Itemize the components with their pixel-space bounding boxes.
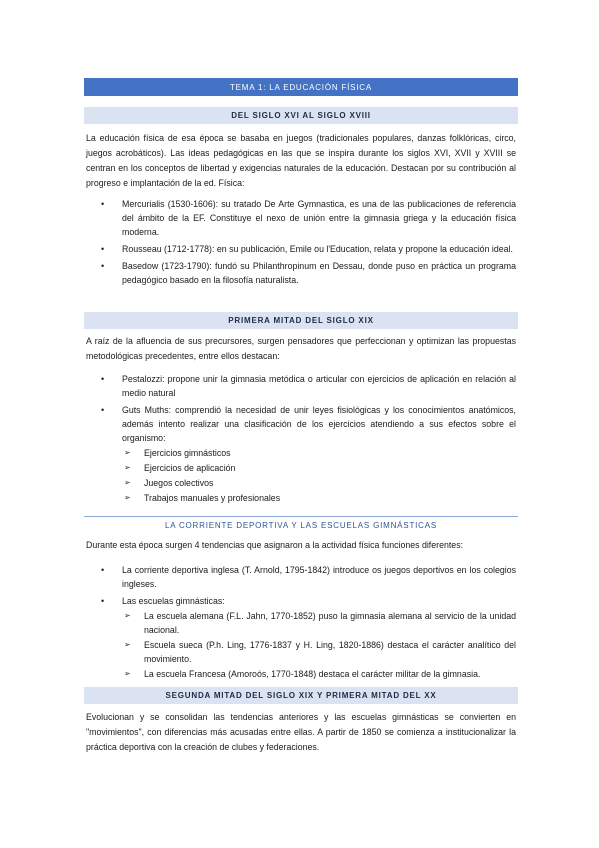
list-item: • Rousseau (1712-1778): en su publicación, Emile ou l'Education, relata y propone la educación ideal. [86,242,516,256]
sub-list-item: ➢ Trabajos manuales y profesionales [122,491,516,505]
list-item [86,403,516,505]
sub-list-item: ➢ La escuela alemana (F.L. Jahn, 1770-1852) puso la gimnasia alemana al servicio de la unidad nacional. [122,609,516,637]
sub-list [122,446,516,505]
section-heading-s1: DEL SIGLO XVI AL SIGLO XVIII [84,107,518,124]
section-s1-intro: La educación física de esa época se basaba en juegos (tradicionales populares, danzas folklóricas, circo, juegos acrobáticos). Las ideas pedagógicas en las que se inspira durante los siglos XVI, XVII y XVIII se centran en los conceptos de libertad y exigencias naturales de la educación. Destacan por su contribución al progreso e implantación de la ed. Física: [86,133,516,188]
list-item: • La corriente deportiva inglesa (T. Arnold, 1795-1842) introduce os juegos deportivos en los colegios ingleses. [86,563,516,591]
sub-list-item: ➢ La escuela Francesa (Amoroós, 1770-1848) destaca el carácter militar de la gimnasia. [122,667,516,681]
list-item [86,594,516,681]
section-s2-intro: A raíz de la afluencia de sus precursores, surgen pensadores que perfeccionan y optimizan las propuestas metodológicas precedentes, entre ellos destacan: [86,336,516,361]
sub-list-item: ➢ Ejercicios gimnásticos [122,446,516,460]
section-s1-list [86,197,516,290]
sub-list-item: ➢ Juegos colectivos [122,476,516,490]
section-s4-intro: Evolucionan y se consolidan las tendencias anteriores y las escuelas gimnásticas se convierten en "movimientos", con diferencias más acusadas entre ellas. A partir de 1850 se comienza a institucionalizar la práctica deportiva con la creación de clubes y federaciones. [86,712,516,752]
sub-list-item: ➢ Ejercicios de aplicación [122,461,516,475]
document-title: TEMA 1: LA EDUCACIÓN FÍSICA [84,78,518,96]
list-item-text: Guts Muths: comprendió la necesidad de unir leyes fisiológicas y los conocimientos anatómicos, además intento realizar una clasificación de los ejercicios atendiendo a sus efectos sobre el organismo: [122,405,516,443]
list-item: • Mercurialis (1530-1606): su tratado De Arte Gymnastica, es una de las publicaciones de referencia del ámbito de la EF. Constituye el nexo de unión entre la gimnasia griega y la educación física moderna. [86,197,516,239]
section-s3-intro: Durante esta época surgen 4 tendencias que asignaron a la actividad física funciones diferentes: [86,540,464,550]
sub-list [122,609,516,681]
sub-list-item: ➢ Escuela sueca (P.h. Ling, 1776-1837 y H. Ling, 1820-1886) destaca el carácter analítico del movimiento. [122,638,516,666]
list-item: • Pestalozzi: propone unir la gimnasia metódica o articular con ejercicios de aplicación en relación al medio natural [86,372,516,400]
section-heading-s2: PRIMERA MITAD DEL SIGLO XIX [84,312,518,329]
section-heading-s4: SEGUNDA MITAD DEL SIGLO XIX Y PRIMERA MITAD DEL XX [84,687,518,704]
section-s3-list [86,563,516,684]
section-heading-s3: LA CORRIENTE DEPORTIVA Y LAS ESCUELAS GIMNÁSTICAS [84,516,518,533]
section-s2-list [86,372,516,508]
list-item: • Basedow (1723-1790): fundó su Philanthropinum en Dessau, donde puso en práctica un programa pedagógico basado en la filosofía naturalista. [86,259,516,287]
list-item-text: Las escuelas gimnásticas: [122,596,225,606]
